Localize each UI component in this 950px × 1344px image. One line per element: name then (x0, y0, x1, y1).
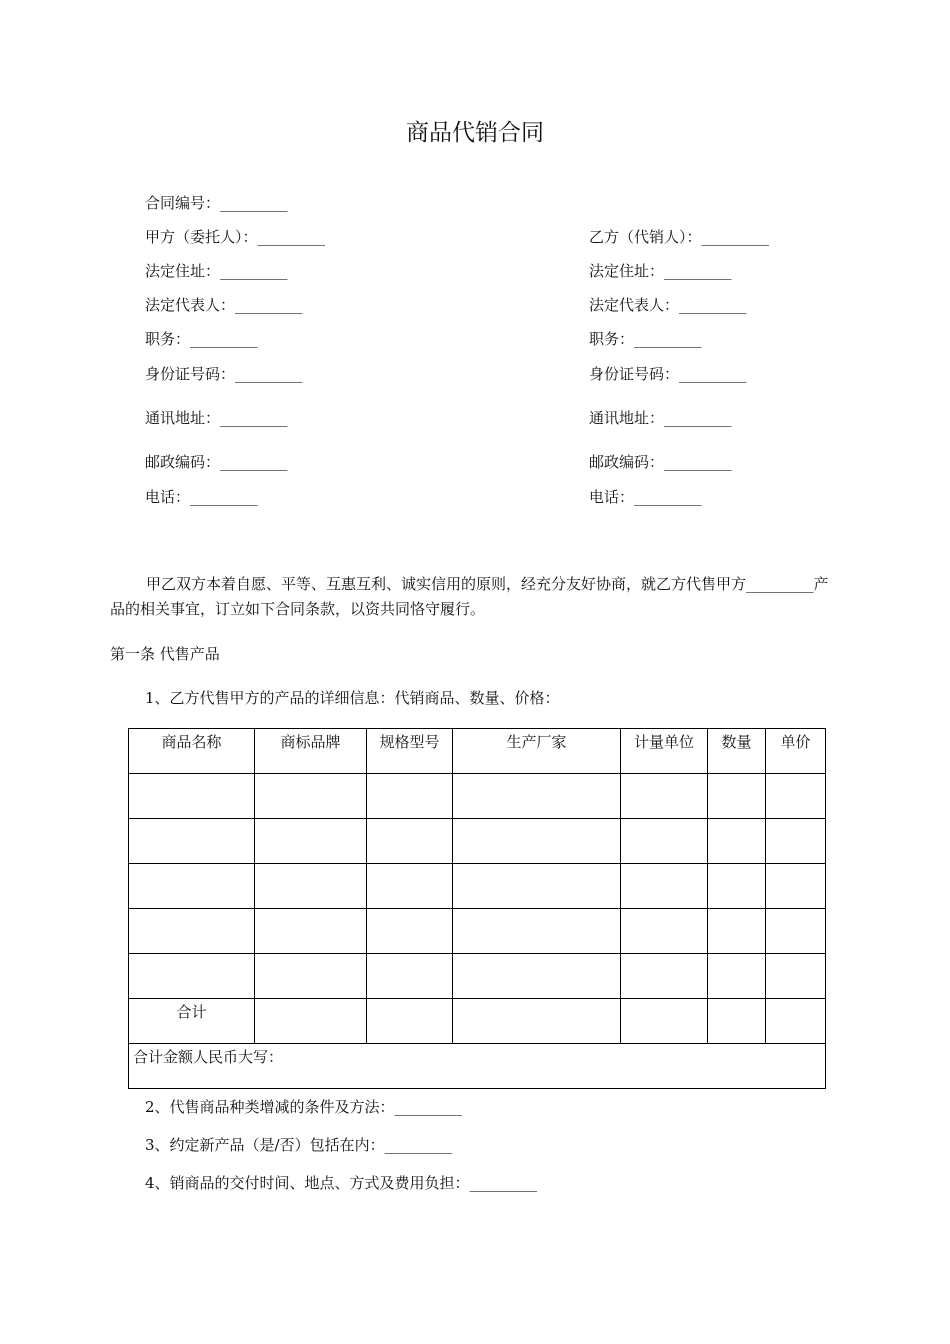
table-cell[interactable] (367, 819, 453, 864)
goods-table (128, 728, 826, 1089)
table-cell[interactable] (766, 999, 826, 1044)
table-cell[interactable] (255, 819, 367, 864)
party-b-address: 法定住址：_________ (589, 262, 732, 280)
table-cell[interactable] (255, 774, 367, 819)
table-header-row (129, 729, 826, 774)
party-b-phone: 电话：_________ (589, 488, 702, 506)
table-cell[interactable] (367, 909, 453, 954)
table-cell[interactable] (708, 909, 766, 954)
table-cell[interactable] (255, 954, 367, 999)
total-label: 合计 (129, 999, 255, 1044)
table-cell[interactable] (255, 999, 367, 1044)
clause-2: 2、代售商品种类增减的条件及方法：_________ (145, 1098, 463, 1116)
header-brand: 商标品牌 (255, 729, 367, 774)
table-cell[interactable] (708, 819, 766, 864)
table-row (129, 819, 826, 864)
party-a-postcode: 邮政编码：_________ (145, 453, 288, 471)
table-cell[interactable] (129, 864, 255, 909)
table-cell[interactable] (766, 864, 826, 909)
table-cell[interactable] (453, 774, 621, 819)
table-cell[interactable] (453, 864, 621, 909)
party-a-address: 法定住址：_________ (145, 262, 288, 280)
clause-1: 1、乙方代售甲方的产品的详细信息：代销商品、数量、价格： (145, 689, 560, 707)
header-quantity: 数量 (708, 729, 766, 774)
party-b-postcode: 邮政编码：_________ (589, 453, 732, 471)
table-cell[interactable] (367, 999, 453, 1044)
header-unit-price: 单价 (766, 729, 826, 774)
party-b-header: 乙方（代销人）：_________ (589, 228, 770, 246)
table-cell[interactable] (367, 954, 453, 999)
table-cell[interactable] (766, 819, 826, 864)
table-cell[interactable] (621, 909, 708, 954)
table-cell[interactable] (766, 954, 826, 999)
intro-text: 甲乙双方本着自愿、平等、互惠互利、诚实信用的原则，经充分友好协商，就乙方代售甲方_________产品的相关事宜，订立如下合同条款，以资共同恪守履行。 (110, 575, 829, 618)
table-row (129, 909, 826, 954)
table-cell[interactable] (255, 864, 367, 909)
table-cell[interactable] (621, 819, 708, 864)
header-manufacturer: 生产厂家 (453, 729, 621, 774)
clause-4: 4、销商品的交付时间、地点、方式及费用负担：_________ (145, 1174, 538, 1192)
header-model: 规格型号 (367, 729, 453, 774)
table-cell[interactable] (766, 909, 826, 954)
intro-paragraph (110, 572, 830, 622)
header-product-name: 商品名称 (129, 729, 255, 774)
table-cell[interactable] (621, 999, 708, 1044)
table-cell[interactable] (621, 954, 708, 999)
party-a-mail-address: 通讯地址：_________ (145, 409, 288, 427)
table-total-row (129, 999, 826, 1044)
table-cell[interactable] (367, 774, 453, 819)
party-a-representative: 法定代表人：_________ (145, 296, 303, 314)
table-cell[interactable] (129, 909, 255, 954)
table-cell[interactable] (708, 864, 766, 909)
table-cell[interactable] (766, 774, 826, 819)
party-b-mail-address: 通讯地址：_________ (589, 409, 732, 427)
party-b-id-number: 身份证号码：_________ (589, 365, 747, 383)
table-row (129, 954, 826, 999)
party-b-representative: 法定代表人：_________ (589, 296, 747, 314)
page-title: 商品代销合同 (406, 120, 544, 146)
table-cell[interactable] (453, 954, 621, 999)
party-a-id-number: 身份证号码：_________ (145, 365, 303, 383)
table-cell[interactable] (129, 954, 255, 999)
amount-in-words[interactable]: 合计金额人民币大写： (129, 1044, 826, 1089)
table-cell[interactable] (255, 909, 367, 954)
contract-number-field: 合同编号：_________ (145, 194, 288, 212)
table-cell[interactable] (708, 774, 766, 819)
table-cell[interactable] (129, 819, 255, 864)
party-a-position: 职务：_________ (145, 330, 258, 348)
table-cell[interactable] (621, 864, 708, 909)
table-cell[interactable] (621, 774, 708, 819)
table-row (129, 774, 826, 819)
party-a-header: 甲方（委托人）：_________ (145, 228, 326, 246)
table-cell[interactable] (453, 819, 621, 864)
table-cell[interactable] (453, 999, 621, 1044)
table-cell[interactable] (453, 909, 621, 954)
table-amount-row (129, 1044, 826, 1089)
header-unit: 计量单位 (621, 729, 708, 774)
party-a-phone: 电话：_________ (145, 488, 258, 506)
table-cell[interactable] (367, 864, 453, 909)
party-b-position: 职务：_________ (589, 330, 702, 348)
table-row (129, 864, 826, 909)
article-1-title: 第一条 代售产品 (110, 645, 220, 663)
table-cell[interactable] (708, 954, 766, 999)
table-cell[interactable] (708, 999, 766, 1044)
clause-3: 3、约定新产品（是/否）包括在内：_________ (145, 1136, 453, 1154)
table-cell[interactable] (129, 774, 255, 819)
